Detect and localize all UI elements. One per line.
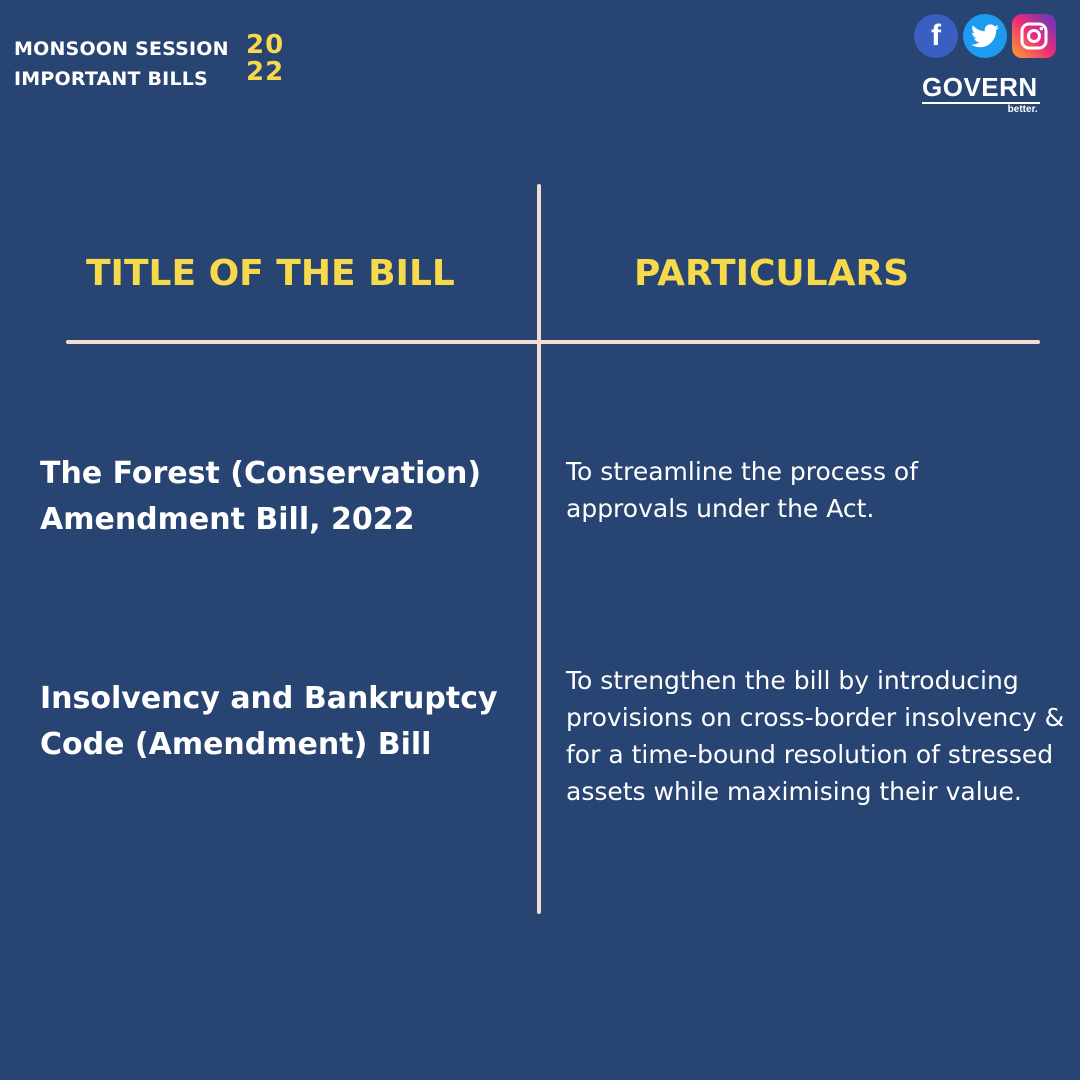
brand-logo (922, 72, 1040, 115)
facebook-icon[interactable]: f (914, 14, 958, 58)
header-line-1: MONSOON SESSION (14, 38, 229, 60)
social-links (914, 14, 1056, 58)
instagram-icon[interactable] (1012, 14, 1056, 58)
header-divider (66, 340, 1040, 344)
bill-title: The Forest (Conservation) Amendment Bill, 2022 (40, 456, 482, 537)
year-top: 20 (246, 30, 285, 60)
year-bottom: 22 (246, 57, 285, 87)
bill-particulars: To strengthen the bill by introducing provisions on cross-border insolvency & for a time-bound resolution of stressed assets while maximising their value. (566, 666, 1065, 806)
header-line-2: IMPORTANT BILLS (14, 68, 208, 90)
column-header-particulars: PARTICULARS (634, 253, 910, 294)
column-header-title: TITLE OF THE BILL (86, 253, 455, 294)
column-divider (537, 184, 541, 914)
brand-name: GOVERN (922, 72, 1038, 102)
year-badge (246, 32, 284, 86)
brand-tagline: better. (1007, 104, 1038, 115)
bill-title: Insolvency and Bankruptcy Code (Amendment) Bill (40, 681, 498, 762)
header-title (14, 34, 229, 94)
twitter-icon[interactable] (963, 14, 1007, 58)
bill-particulars: To streamline the process of approvals under the Act. (566, 457, 919, 523)
